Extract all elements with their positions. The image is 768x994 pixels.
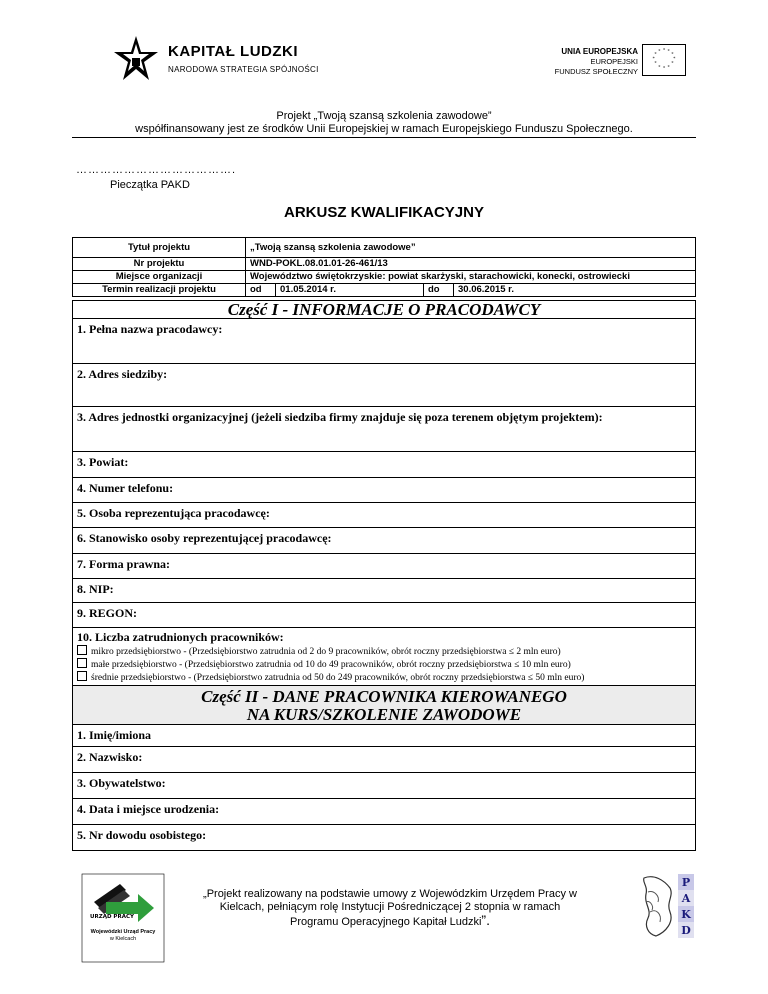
pakd-logo-icon — [640, 872, 696, 942]
project-line-1: Projekt „Twoją szansą szkolenia zawodowe” — [276, 110, 492, 122]
part2-heading-line1: Część II - DANE PRACOWNIKA KIEROWANEGO — [201, 687, 567, 706]
last-name-field[interactable] — [72, 746, 696, 773]
project-number-value: WND-POKL.08.01.01-26-461/13 — [246, 258, 696, 271]
representative-label: 5. Osoba reprezentująca pracodawcę: — [77, 506, 270, 520]
unit-address-field[interactable] — [72, 406, 696, 452]
footer-note — [200, 888, 580, 929]
employer-name-field[interactable] — [72, 318, 696, 364]
kapital-ludzki-subtitle: NARODOWA STRATEGIA SPÓJNOŚCI — [168, 65, 319, 74]
project-place-value: Województwo świętokrzyskie: powiat skarżyski, starachowicki, konecki, ostrowiecki — [246, 271, 696, 284]
stamp-label: Pieczątka PAKD — [110, 179, 190, 191]
option-micro[interactable] — [77, 645, 691, 658]
svg-text:*: * — [658, 49, 661, 55]
headquarters-address-label: 2. Adres siedziby: — [77, 367, 168, 381]
regon-field[interactable] — [72, 602, 696, 628]
legal-form-label: 7. Forma prawna: — [77, 557, 170, 571]
project-title-row — [73, 238, 696, 258]
part2-heading-line2: NA KURS/SZKOLENIE ZAWODOWE — [246, 705, 522, 724]
part2-heading — [72, 685, 696, 725]
headquarters-address-field[interactable] — [72, 363, 696, 407]
eu-line2: EUROPEJSKI — [590, 57, 638, 66]
eu-title: UNIA EUROPEJSKA — [561, 47, 638, 56]
eu-fund-text — [500, 47, 638, 77]
svg-text:*: * — [652, 57, 655, 62]
id-number-label: 5. Nr dowodu osobistego: — [77, 828, 207, 842]
micro-checkbox[interactable] — [77, 645, 87, 655]
project-title-label: Tytuł projektu — [73, 238, 246, 258]
project-number-row — [73, 258, 696, 271]
last-name-label: 2. Nazwisko: — [77, 750, 143, 764]
project-term-label: Termin realizacji projektu — [73, 284, 246, 297]
term-to-label: do — [424, 284, 454, 297]
small-checkbox[interactable] — [77, 658, 87, 668]
project-number-label: Nr projektu — [73, 258, 246, 271]
term-from-label: od — [246, 284, 276, 297]
representative-position-label: 6. Stanowisko osoby reprezentującej pracodawcę: — [77, 531, 332, 545]
representative-field[interactable] — [72, 502, 696, 528]
regon-label: 9. REGON: — [77, 606, 137, 620]
first-name-field[interactable] — [72, 724, 696, 747]
footer-note-line2: Kielcach, pełniącym rolę Instytucji Pośredniczącej 2 stopnia w ramach — [219, 901, 561, 913]
birth-label: 4. Data i miejsce urodzenia: — [77, 802, 220, 816]
project-place-row — [73, 271, 696, 284]
svg-text:*: * — [662, 48, 666, 54]
svg-text:*: * — [671, 52, 674, 58]
svg-text:*: * — [667, 65, 670, 71]
svg-text:*: * — [658, 65, 661, 71]
pakd-letter-p: P — [681, 876, 691, 889]
representative-position-field[interactable] — [72, 527, 696, 554]
county-field[interactable] — [72, 451, 696, 478]
pakd-letter-d: D — [681, 924, 691, 937]
term-from-value: 01.05.2014 r. — [276, 284, 424, 297]
project-title-value: „Twoją szansą szkolenia zawodowe” — [246, 238, 696, 258]
nip-label: 8. NIP: — [77, 582, 114, 596]
svg-text:*: * — [671, 61, 674, 67]
nip-field[interactable] — [72, 578, 696, 603]
phone-label: 4. Numer telefonu: — [77, 481, 174, 495]
option-medium[interactable] — [77, 671, 691, 684]
id-number-field[interactable] — [72, 824, 696, 851]
svg-text:*: * — [654, 52, 657, 58]
footer-note-line1: „Projekt realizowany na podstawie umowy z Wojewódzkim Urzędem Pracy w — [203, 888, 577, 900]
option-micro-label: mikro przedsiębiorstwo - (Przedsiębiorstwo zatrudnia od 2 do 9 pracowników, obrót roczny przedsiębiorstwa ≤ 2 mln euro) — [91, 647, 561, 657]
pakd-letter-a: A — [681, 892, 691, 905]
footer-note-end: ”. — [481, 912, 490, 928]
wup-caption-1: Wojewódzki Urząd Pracy — [90, 929, 156, 935]
option-medium-label: średnie przedsiębiorstwo - (Przedsiębiorstwo zatrudnia od 50 do 249 pracowników, obrót roczny przedsiębiorstwa ≤ 50 mln euro) — [91, 673, 585, 683]
option-small-label: małe przedsiębiorstwo - (Przedsiębiorstwo zatrudnia od 10 do 49 pracowników, obrót roczny przedsiębiorstwa ≤ 10 mln euro) — [91, 660, 571, 670]
wup-caption-2: w Kielcach — [109, 936, 137, 942]
project-info-table — [72, 237, 696, 297]
eu-flag-icon — [642, 44, 686, 76]
part1-heading: Część I - INFORMACJE O PRACODAWCY — [72, 300, 696, 319]
project-place-label: Miejsce organizacji — [73, 271, 246, 284]
option-small[interactable] — [77, 658, 691, 671]
svg-text:*: * — [673, 57, 676, 62]
svg-text:*: * — [654, 61, 657, 67]
county-label: 3. Powiat: — [77, 455, 129, 469]
phone-field[interactable] — [72, 477, 696, 503]
legal-form-field[interactable] — [72, 553, 696, 579]
citizenship-field[interactable] — [72, 772, 696, 799]
page-title: ARKUSZ KWALIFIKACYJNY — [283, 204, 484, 221]
project-line-2: współfinansowany jest ze środków Unii Europejskiej w ramach Europejskiego Funduszu Społecznego. — [135, 123, 633, 135]
birth-field[interactable] — [72, 798, 696, 825]
employee-count-field — [72, 627, 696, 686]
kapital-ludzki-title: KAPITAŁ LUDZKI — [168, 43, 299, 60]
footer-note-line3-wrap — [200, 914, 580, 929]
unit-address-label: 3. Adres jednostki organizacyjnej (jeżeli siedziba firmy znajduje się poza terenem objętym projektem): — [77, 410, 603, 424]
wup-sign-text: URZĄD PRACY — [90, 914, 134, 920]
employer-name-label: 1. Pełna nazwa pracodawcy: — [77, 322, 223, 336]
eu-line3: FUNDUSZ SPOŁECZNY — [554, 67, 638, 76]
svg-text:*: * — [667, 49, 670, 55]
header-divider — [72, 137, 696, 138]
employee-count-label: 10. Liczba zatrudnionych pracowników: — [77, 630, 284, 644]
medium-checkbox[interactable] — [77, 671, 87, 681]
citizenship-label: 3. Obywatelstwo: — [77, 776, 166, 790]
wup-logo-icon — [80, 872, 166, 964]
first-name-label: 1. Imię/imiona — [77, 728, 151, 742]
svg-text:*: * — [662, 66, 666, 72]
project-term-row — [73, 284, 696, 297]
stamp-dots: …………………………………. — [76, 164, 237, 176]
pakd-letter-k: K — [681, 908, 691, 921]
term-to-value: 30.06.2015 r. — [454, 284, 696, 297]
footer-note-line3: Programu Operacyjnego Kapitał Ludzki — [290, 916, 482, 928]
kapital-ludzki-logo-icon — [112, 34, 160, 84]
